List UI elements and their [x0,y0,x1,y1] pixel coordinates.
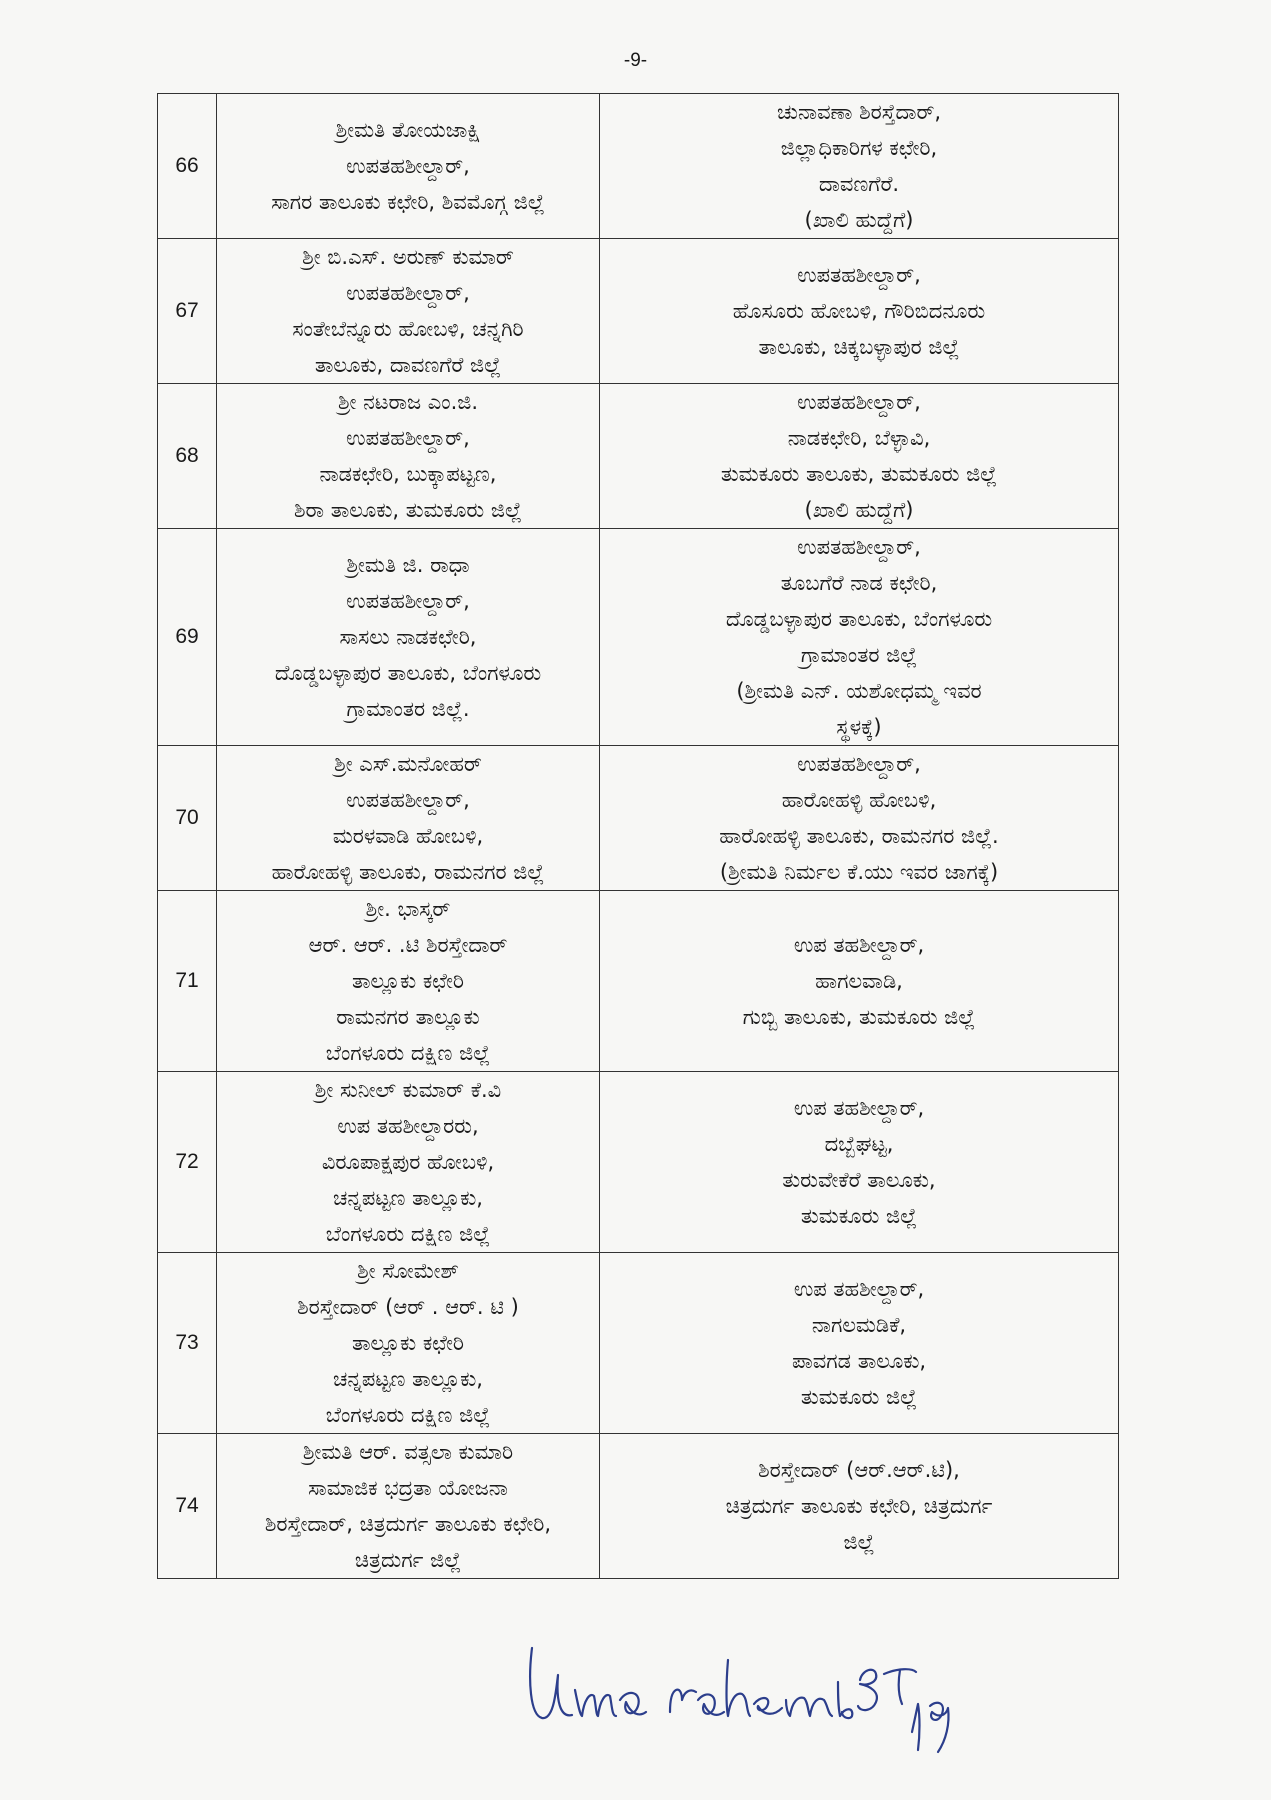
new-posting-cell [600,1253,1119,1434]
current-posting-line: ಸಾಗರ ತಾಲೂಕು ಕಛೇರಿ, ಶಿವಮೊಗ್ಗ ಜಿಲ್ಲೆ [271,190,545,214]
current-posting-line: ನಾಡಕಛೇರಿ, ಬುಕ್ಕಾಪಟ್ಟಣ, [319,462,497,486]
current-posting-line: ಉಪತಹಶೀಲ್ದಾರ್, [346,154,470,178]
current-posting-line: ಚಿತ್ರದುರ್ಗ ಜಿಲ್ಲೆ [354,1548,462,1572]
new-posting-line: (ಖಾಲಿ ಹುದ್ದೆಗೆ) [804,208,914,232]
new-posting-line: ಉಪತಹಶೀಲ್ದಾರ್, [797,752,921,776]
new-posting-cell [600,746,1119,891]
current-posting-line: ಹಾರೋಹಳ್ಳಿ ತಾಲೂಕು, ರಾಮನಗರ ಜಿಲ್ಲೆ [271,860,545,884]
current-posting-line: ಶಿರಸ್ತೇದಾರ್ (ಆರ್ . ಆರ್. ಟಿ ) [297,1295,519,1319]
new-posting-line: ದಾವಣಗೆರೆ. [818,172,900,196]
new-posting-line: ತಾಲೂಕು, ಚಿಕ್ಕಬಳ್ಳಾಪುರ ಜಿಲ್ಲೆ [758,335,960,359]
new-posting-line: ತುಮಕೂರು ಜಿಲ್ಲೆ [800,1204,918,1228]
row-number: 69 [158,529,217,746]
new-posting-line: ಸ್ಥಳಕ್ಕೆ) [836,715,882,739]
current-posting-line: ಸಂತೇಬೆನ್ನೂರು ಹೋಬಳಿ, ಚನ್ನಗಿರಿ [292,317,524,341]
current-posting-line: ಶ್ರೀ ಸುನೀಲ್ ಕುಮಾರ್ ಕೆ.ವಿ [314,1078,502,1102]
row-number: 66 [158,94,217,239]
current-posting-line: ತಾಲೂಕು, ದಾವಣಗೆರೆ ಜಿಲ್ಲೆ [314,353,502,377]
current-posting-line: ತಾಲ್ಲೂಕು ಕಛೇರಿ [352,1331,464,1355]
table-row [158,1434,1119,1579]
current-posting-line: ಶ್ರೀಮತಿ ತೋಯಜಾಕ್ಷಿ [335,118,481,142]
table-row [158,94,1119,239]
new-posting-line: ಹಾರೋಹಳ್ಳಿ ತಾಲೂಕು, ರಾಮನಗರ ಜಿಲ್ಲೆ. [719,824,999,848]
new-posting-line: ಹಾಗಲವಾಡಿ, [815,969,903,993]
table-row [158,1253,1119,1434]
new-posting-line: ದಬ್ಬೆಘಟ್ಟ, [824,1132,894,1156]
new-posting-line: ನಾಗಲಮಡಿಕೆ, [811,1313,907,1337]
new-posting-line: ನಾಡಕಛೇರಿ, ಬೆಳ್ಳಾವಿ, [787,426,931,450]
current-posting-line: ಉಪತಹಶೀಲ್ದಾರ್, [346,589,470,613]
current-posting-line: ಶ್ರೀ ಸೋಮೇಶ್ [357,1259,459,1283]
table-row [158,529,1119,746]
new-posting-line: ತುರುವೇಕೆರೆ ತಾಲೂಕು, [782,1168,936,1192]
current-posting-line: ಉಪ ತಹಶೀಲ್ದಾರರು, [337,1114,479,1138]
current-posting-cell [217,1253,600,1434]
current-posting-line: ಶ್ರೀಮತಿ ಜಿ. ರಾಧಾ [346,553,470,577]
current-posting-cell [217,1072,600,1253]
current-posting-line: ಶ್ರೀಮತಿ ಆರ್. ವತ್ಸಲಾ ಕುಮಾರಿ [302,1440,514,1464]
row-number: 67 [158,239,217,384]
new-posting-line: ತುಮಕೂರು ಜಿಲ್ಲೆ [800,1385,918,1409]
new-posting-cell [600,1072,1119,1253]
new-posting-line: ಉಪತಹಶೀಲ್ದಾರ್, [797,390,921,414]
new-posting-line: ಉಪ ತಹಶೀಲ್ದಾರ್, [793,1277,925,1301]
new-posting-line: ಚಿತ್ರದುರ್ಗ ತಾಲೂಕು ಕಛೇರಿ, ಚಿತ್ರದುರ್ಗ [725,1494,993,1518]
row-number: 71 [158,891,217,1072]
new-posting-cell [600,384,1119,529]
new-posting-cell [600,239,1119,384]
current-posting-line: ಬೆಂಗಳೂರು ದಕ್ಷಿಣ ಜಿಲ್ಲೆ [325,1041,491,1065]
new-posting-cell [600,1434,1119,1579]
new-posting-line: ಶಿರಸ್ತೇದಾರ್ (ಆರ್.ಆರ್.ಟಿ), [758,1458,960,1482]
new-posting-line: ಉಪತಹಶೀಲ್ದಾರ್, [797,263,921,287]
new-posting-line: ಉಪ ತಹಶೀಲ್ದಾರ್, [793,933,925,957]
current-posting-cell [217,746,600,891]
current-posting-cell [217,891,600,1072]
new-posting-line: ಗುಬ್ಬಿ ತಾಲೂಕು, ತುಮಕೂರು ಜಿಲ್ಲೆ [742,1005,976,1029]
new-posting-line: ಉಪ ತಹಶೀಲ್ದಾರ್, [793,1096,925,1120]
current-posting-line: ಶ್ರೀ. ಭಾಸ್ಕರ್ [365,897,451,921]
new-posting-cell [600,94,1119,239]
current-posting-line: ಉಪತಹಶೀಲ್ದಾರ್, [346,281,470,305]
current-posting-cell [217,1434,600,1579]
row-number: 72 [158,1072,217,1253]
table-row [158,384,1119,529]
current-posting-cell [217,384,600,529]
table-row [158,239,1119,384]
row-number: 68 [158,384,217,529]
current-posting-line: ಮರಳವಾಡಿ ಹೋಬಳಿ, [332,824,484,848]
current-posting-line: ಶಿರಾ ತಾಲೂಕು, ತುಮಕೂರು ಜಿಲ್ಲೆ [294,498,522,522]
current-posting-line: ರಾಮನಗರ ತಾಲ್ಲೂಕು [336,1005,480,1029]
current-posting-line: ಆರ್. ಆರ್. .ಟಿ ಶಿರಸ್ತೇದಾರ್ [308,933,508,957]
new-posting-line: ಪಾವಗಡ ತಾಲೂಕು, [791,1349,927,1373]
current-posting-line: ವಿರೂಪಾಕ್ಷಪುರ ಹೋಬಳಿ, [321,1150,495,1174]
row-number: 74 [158,1434,217,1579]
new-posting-line: ಹೊಸೂರು ಹೋಬಳಿ, ಗೌರಿಬಿದನೂರು [732,299,986,323]
table-row [158,891,1119,1072]
current-posting-line: ಉಪತಹಶೀಲ್ದಾರ್, [346,788,470,812]
new-posting-line: ದೊಡ್ಡಬಳ್ಳಾಪುರ ತಾಲೂಕು, ಬೆಂಗಳೂರು [725,607,993,631]
new-posting-line: ಜಿಲ್ಲಾಧಿಕಾರಿಗಳ ಕಛೇರಿ, [780,136,938,160]
new-posting-line: ಚುನಾವಣಾ ಶಿರಸ್ತೆದಾರ್, [776,100,942,124]
current-posting-cell [217,94,600,239]
current-posting-line: ಸಾಸಲು ನಾಡಕಛೇರಿ, [339,625,477,649]
new-posting-line: (ಶ್ರೀಮತಿ ನಿರ್ಮಲ ಕೆ.ಯು ಇವರ ಜಾಗಕ್ಕೆ) [719,860,999,884]
current-posting-cell [217,529,600,746]
signature-strokes [530,1648,948,1752]
current-posting-line: ಶಿರಸ್ತೇದಾರ್, ಚಿತ್ರದುರ್ಗ ತಾಲೂಕು ಕಛೇರಿ, [264,1512,552,1536]
current-posting-cell [217,239,600,384]
new-posting-cell [600,891,1119,1072]
current-posting-line: ಬೆಂಗಳೂರು ದಕ್ಷಿಣ ಜಿಲ್ಲೆ [325,1222,491,1246]
new-posting-line: ತುಮಕೂರು ತಾಲೂಕು, ತುಮಕೂರು ಜಿಲ್ಲೆ [720,462,998,486]
new-posting-cell [600,529,1119,746]
current-posting-line: ಚನ್ನಪಟ್ಟಣ ತಾಲ್ಲೂಕು, [333,1186,483,1210]
current-posting-line: ಶ್ರೀ ನಟರಾಜ ಎಂ.ಜಿ. [337,390,479,414]
handwritten-signature [520,1620,1080,1760]
row-number: 73 [158,1253,217,1434]
table-row [158,1072,1119,1253]
new-posting-line: (ಶ್ರೀಮತಿ ಎನ್. ಯಶೋಧಮ್ಮ ಇವರ [736,679,982,703]
current-posting-line: ಬೆಂಗಳೂರು ದಕ್ಷಿಣ ಜಿಲ್ಲೆ [325,1403,491,1427]
new-posting-line: ಉಪತಹಶೀಲ್ದಾರ್, [797,535,921,559]
signature-text: Uma mahesh BE 16/9 [520,1620,531,1621]
new-posting-line: (ಖಾಲಿ ಹುದ್ದೆಗೆ) [804,498,914,522]
current-posting-line: ಉಪತಹಶೀಲ್ದಾರ್, [346,426,470,450]
current-posting-line: ದೊಡ್ಡಬಳ್ಳಾಪುರ ತಾಲೂಕು, ಬೆಂಗಳೂರು [274,661,542,685]
current-posting-line: ತಾಲ್ಲೂಕು ಕಛೇರಿ [352,969,464,993]
table-row [158,746,1119,891]
new-posting-line: ತೂಬಗೆರೆ ನಾಡ ಕಛೇರಿ, [780,571,938,595]
page-number: -9- [623,50,648,71]
current-posting-line: ಶ್ರೀ ಬಿ.ಎಸ್. ಅರುಣ್ ಕುಮಾರ್ [302,245,514,269]
current-posting-line: ಸಾಮಾಜಿಕ ಭದ್ರತಾ ಯೋಜನಾ [308,1476,508,1500]
row-number: 70 [158,746,217,891]
current-posting-line: ಶ್ರೀ ಎಸ್.ಮನೋಹರ್ [334,752,482,776]
table-body [158,94,1119,1579]
current-posting-line: ಚನ್ನಪಟ್ಟಣ ತಾಲ್ಲೂಕು, [333,1367,483,1391]
current-posting-line: ಗ್ರಾಮಾಂತರ ಜಿಲ್ಲೆ. [346,697,470,721]
new-posting-line: ಜಿಲ್ಲೆ [843,1530,875,1554]
new-posting-line: ಗ್ರಾಮಾಂತರ ಜಿಲ್ಲೆ [800,643,918,667]
new-posting-line: ಹಾರೋಹಳ್ಳಿ ಹೋಬಳಿ, [781,788,937,812]
transfer-table [157,93,1119,1579]
